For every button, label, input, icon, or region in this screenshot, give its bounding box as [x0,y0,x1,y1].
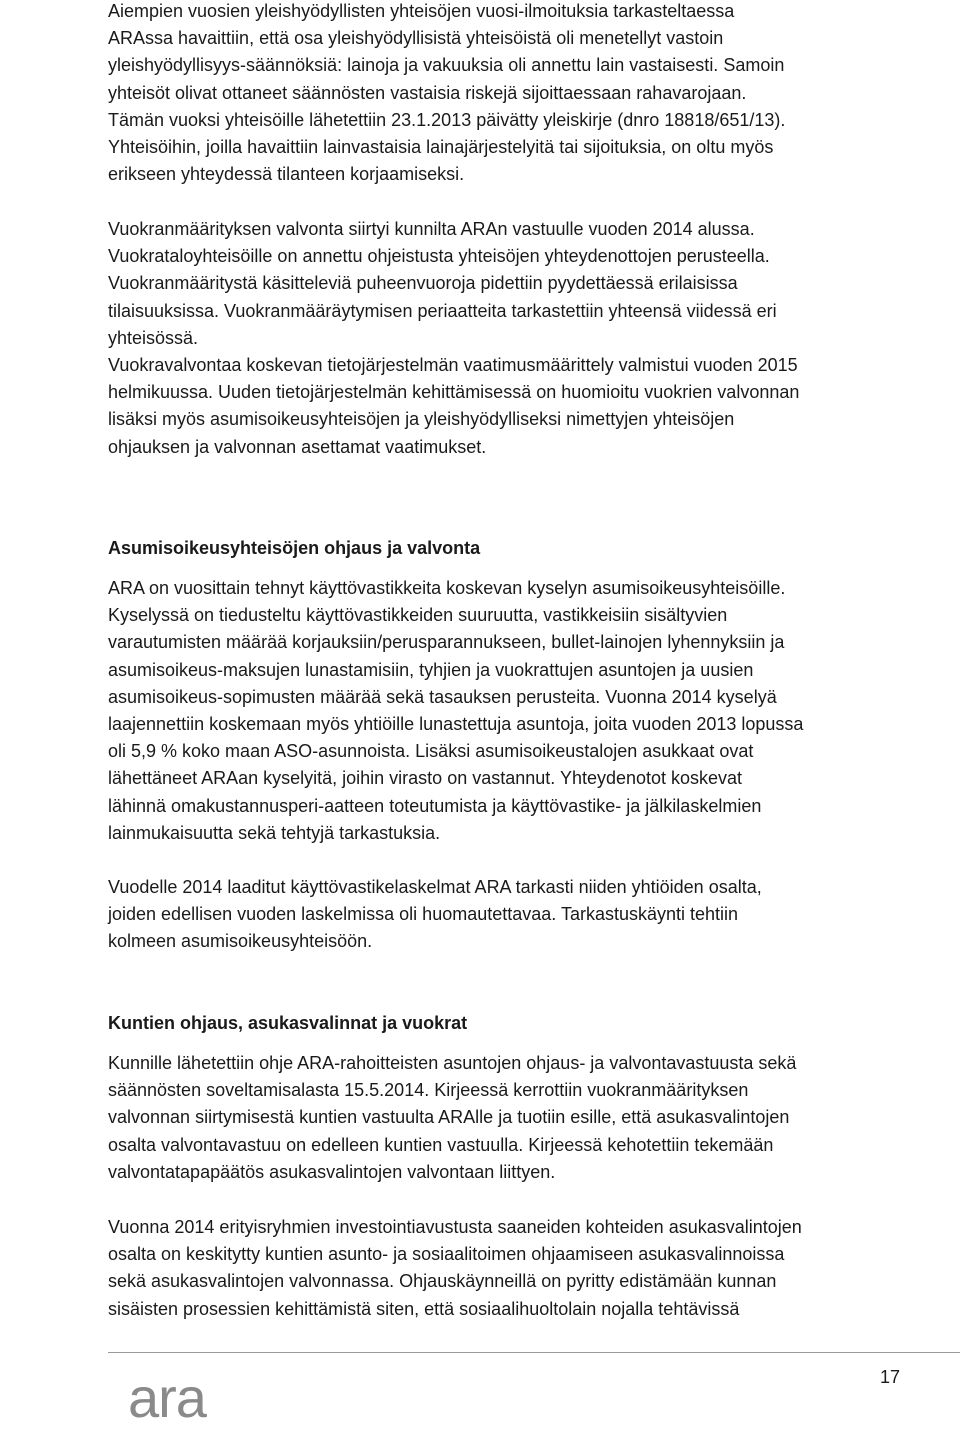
text-line: lähettäneet ARAan kyselyitä, joihin virasto on vastannut. Yhteydenotot koskevat [108,768,743,789]
text-line: sisäisten prosessien kehittämistä siten, että sosiaalihuoltolain nojalla tehtävissä [108,1298,740,1319]
text-line: Vuokranmääritystä käsitteleviä puheenvuoroja pidettiin pyydettäessä erilaisissa [108,273,738,294]
paragraph-kunnille-ohje [108,1050,796,1186]
text-line: lainmukaisuutta sekä tehtyjä tarkastuksia. [108,822,441,843]
section-heading-kuntien-ohjaus: Kuntien ohjaus, asukasvalinnat ja vuokrat [108,1013,468,1033]
text-line: ARA on vuosittain tehnyt käyttövastikkeita koskevan kyselyn asumisoikeusyhteisöille. [108,578,786,598]
text-line: ohjauksen ja valvonnan asettamat vaatimukset. [108,436,487,457]
text-line: Vuonna 2014 erityisryhmien investointiavustusta saaneiden kohteiden asukasvalintojen [108,1217,802,1237]
text-line: oli 5,9 % koko maan ASO-asunnoista. Lisäksi asumisoikeustalojen asukkaat ovat [108,741,754,762]
text-line: helmikuussa. Uuden tietojärjestelmän kehittämisessä on huomioitu vuokrien valvonnan [108,382,800,403]
paragraph-investointiavustus [108,1214,802,1323]
text-line: laajennettiin koskemaan myös yhtiöille lunastettuja asuntoja, joita vuoden 2013 lopussa [108,713,804,734]
text-line: Vuokranmäärityksen valvonta siirtyi kunnilta ARAn vastuulle vuoden 2014 alussa. [108,219,755,239]
paragraph-vuosi-ilmoitukset [108,0,785,188]
paragraph-laskelmat [108,874,762,956]
text-line: lisäksi myös asumisoikeusyhteisöjen ja yleishyödylliseksi nimettyjen yhteisöjen [108,409,735,430]
text-line: Tämän vuoksi yhteisöille lähetettiin 23.1.2013 päivätty yleiskirje (dnro 18818/651/13). [108,109,786,130]
text-line: asumisoikeus-sopimusten määrää sekä tasauksen perusteita. Vuonna 2014 kyselyä [108,686,777,707]
text-line: osalta valvontavastuu on edelleen kuntien vastuulla. Kirjeessä kehotettiin tekemään [108,1134,774,1155]
page-number: 17 [880,1367,901,1387]
text-line: osalta on keskitytty kuntien asunto- ja sosiaalitoimen ohjaamiseen asukasvalinnoissa [108,1244,785,1265]
text-line: säännösten soveltamisalasta 15.5.2014. Kirjeessä kerrottiin vuokranmäärityksen [108,1080,749,1101]
text-line: Aiempien vuosien yleishyödyllisten yhteisöjen vuosi-ilmoituksia tarkasteltaessa [108,1,735,21]
text-line: yhteisössä. [108,327,199,348]
text-line: joiden edellisen vuoden laskelmissa oli huomautettavaa. Tarkastuskäynti tehtiin [108,904,739,925]
text-line: ARAssa havaittiin, että osa yleishyödyllisistä yhteisöistä oli menetellyt vastoin [108,28,724,49]
text-line: sekä asukasvalintojen valvonnassa. Ohjauskäynneillä on pyritty edistämään kunnan [108,1271,777,1292]
text-line: Yhteisöihin, joilla havaittiin lainvastaisia lainajärjestelyitä tai sijoituksia, on oltu myös [108,136,774,157]
text-line: asumisoikeus-maksujen lunastamisiin, tyhjien ja vuokrattujen asuntojen ja uusien [108,659,754,680]
text-line: valvontatapapäätös asukasvalintojen valvontaan liittyen. [108,1161,556,1182]
ara-logo: ara [128,1366,206,1429]
text-line: kolmeen asumisoikeusyhteisöön. [108,931,373,952]
paragraph-kayttovastikkeet [108,575,803,847]
text-line: Vuokravalvontaa koskevan tietojärjestelmän vaatimusmäärittely valmistui vuoden 2015 [108,355,798,375]
text-line: erikseen yhteydessä tilanteen korjaamiseksi. [108,164,465,185]
text-line: valvonnan siirtymisestä kuntien vastuulta ARAlle ja tuotiin esille, että asukasvalintojen [108,1107,790,1128]
footer-divider [108,1352,960,1353]
text-line: Kunnille lähetettiin ohje ARA-rahoitteisten asuntojen ohjaus- ja valvontavastuusta sekä [108,1053,797,1073]
paragraph-tietojarjestelma [108,352,799,461]
text-line: Kyselyssä on tiedusteltu käyttövastikkeiden suuruutta, vastikkeisiin sisältyvien [108,605,728,626]
text-line: lähinnä omakustannusperi-aatteen toteutumista ja käyttövastike- ja jälkilaskelmien [108,795,762,816]
text-line: tilaisuuksissa. Vuokranmääräytymisen periaatteita tarkastettiin yhteensä viidessä eri [108,300,777,321]
section-heading-asumisoikeus: Asumisoikeusyhteisöjen ohjaus ja valvonta [108,538,481,558]
paragraph-vuokranmaaritys [108,216,777,352]
text-line: yhteisöt olivat ottaneet säännösten vastaisia riskejä sijoittaessaan rahavarojaan. [108,82,747,103]
text-line: Vuodelle 2014 laaditut käyttövastikelaskelmat ARA tarkasti niiden yhtiöiden osalta, [108,877,762,897]
text-line: varautumisten määrää korjauksiin/perusparannukseen, bullet-lainojen lyhennyksiin ja [108,632,785,653]
text-line: yleishyödyllisyys-säännöksiä: lainoja ja vakuuksia oli annettu lain vastaisesti. Samoin [108,55,785,76]
text-line: Vuokrataloyhteisöille on annettu ohjeistusta yhteisöjen yhteydenottojen perusteella. [108,246,770,267]
